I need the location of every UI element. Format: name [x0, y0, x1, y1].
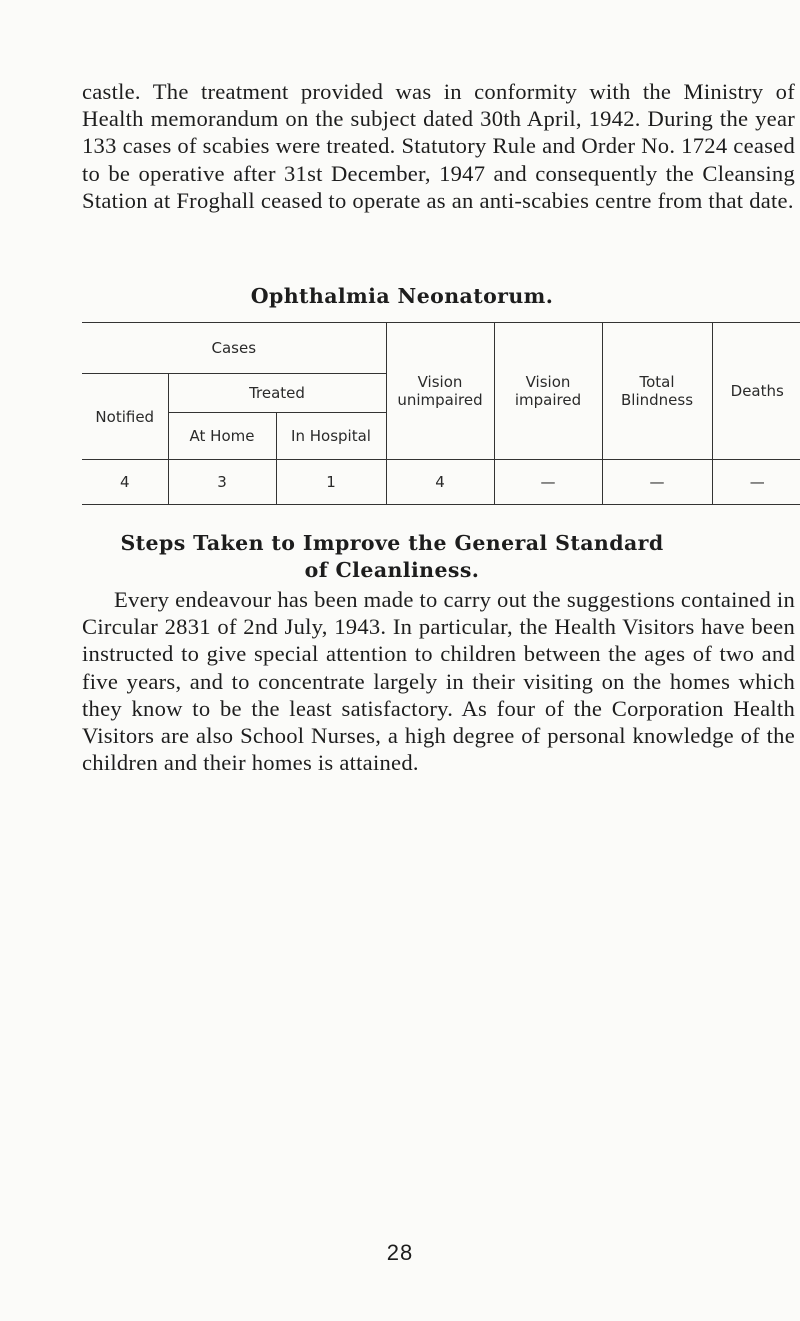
treated-header: Treated — [168, 374, 386, 413]
at-home-header: At Home — [168, 413, 276, 460]
notified-cell: 4 — [82, 460, 168, 505]
deaths-header: Deaths — [712, 323, 800, 460]
vision-impaired-cell: — — [494, 460, 602, 505]
in-hospital-cell: 1 — [276, 460, 386, 505]
page-number: 28 — [386, 1240, 414, 1265]
ophthalmia-heading: Ophthalmia Neonatorum. — [250, 284, 554, 308]
notified-header: Notified — [82, 374, 168, 460]
vision-unimpaired-cell: 4 — [386, 460, 494, 505]
cleanliness-paragraph: Every endeavour has been made to carry out the suggestions contained in Circular 2831 of 2nd July, 1943. In particular, the Health Visitors have been instructed to give special attention to children between the ages of two and five years, and to concentrate largely in their visiting on the homes which they know to be the least satisfactory. As four of the Corporation Health Visitors are also School Nurses, a high degree of personal knowledge of the children and their homes is attained. — [82, 587, 795, 776]
total-blindness-header: Total Blindness — [602, 323, 712, 460]
steps-heading-line1: Steps Taken to Improve the General Standard — [120, 531, 664, 555]
in-hospital-header: In Hospital — [276, 413, 386, 460]
steps-heading-line2: of Cleanliness. — [304, 558, 480, 582]
cases-header: Cases — [82, 323, 386, 374]
scabies-paragraph: castle. The treatment provided was in conformity with the Ministry of Health memorandum on the subject dated 30th April, 1942. During the year 133 cases of scabies were treated. Statutory Rule and Order No. 1724 ceased to be operative after 31st December, 1947 and consequently the Cleansing Station at Froghall ceased to operate as an anti-scabies centre from that date. — [82, 79, 795, 213]
deaths-cell: — — [712, 460, 800, 505]
at-home-cell: 3 — [168, 460, 276, 505]
table-row — [82, 460, 800, 505]
document-page — [82, 78, 800, 776]
ophthalmia-table — [82, 322, 800, 505]
total-blindness-cell: — — [602, 460, 712, 505]
vision-unimpaired-header: Vision unimpaired — [386, 323, 494, 460]
vision-impaired-header: Vision impaired — [494, 323, 602, 460]
